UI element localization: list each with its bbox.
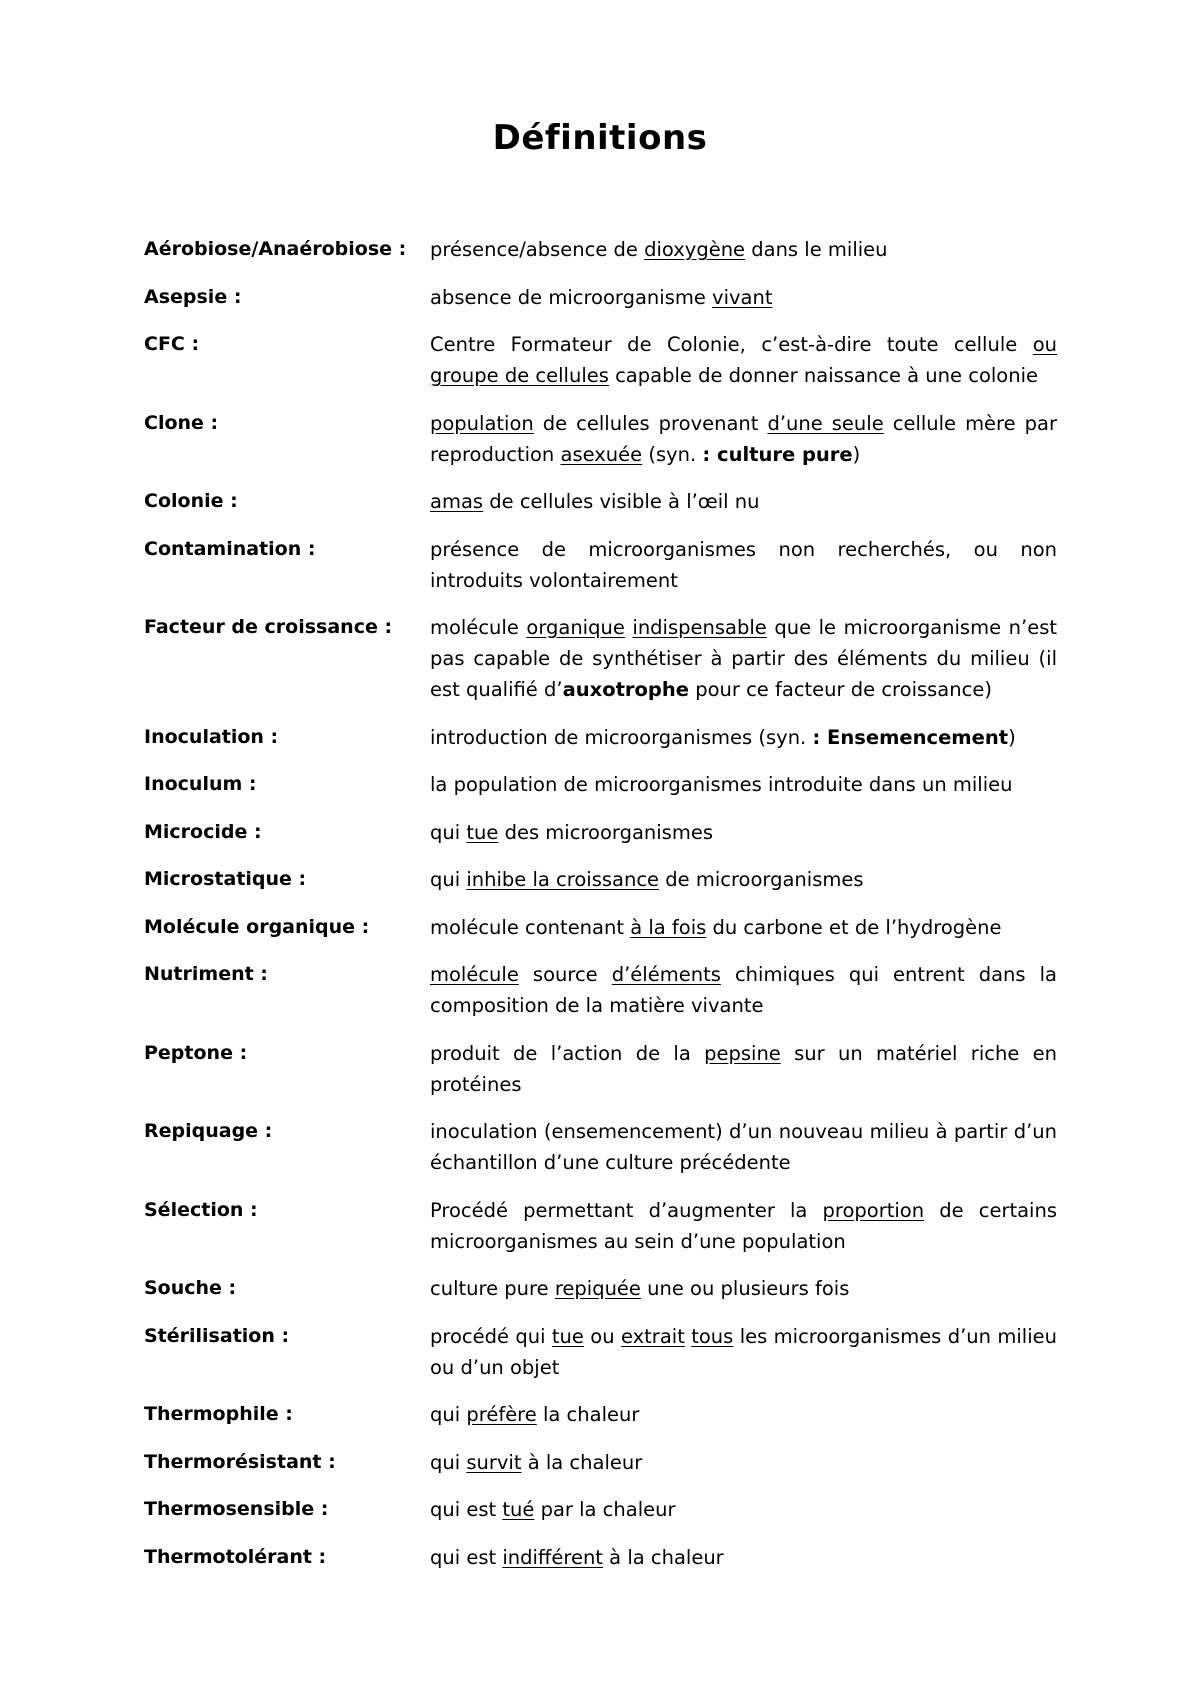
definition-term: Microcide : <box>144 820 262 843</box>
definition-fragment: de cellules provenant <box>533 411 768 435</box>
bold-synonym: : Ensemencement <box>812 725 1009 749</box>
underlined-keyword: dioxygène <box>644 238 746 261</box>
definition-text <box>430 234 1057 265</box>
page-title: Définitions <box>492 118 708 158</box>
definition-term: Clone : <box>144 411 219 434</box>
underlined-keyword: indispensable <box>632 616 767 639</box>
definition-text <box>430 817 1057 848</box>
underlined-keyword: préfère <box>466 1403 537 1426</box>
underlined-keyword: extrait <box>620 1324 685 1348</box>
definition-entry <box>144 486 1064 517</box>
definition-text <box>430 1321 1057 1383</box>
underlined-keyword: tue <box>466 820 499 844</box>
definition-entry <box>144 408 1064 470</box>
underlined-keyword: d’une seule <box>767 411 884 435</box>
underlined-keyword: organique <box>526 616 625 639</box>
definition-fragment: dans le milieu <box>745 238 888 261</box>
definition-text <box>430 769 1057 800</box>
definition-entry <box>144 534 1064 596</box>
definition-term: Thermophile : <box>144 1403 293 1425</box>
definition-entry <box>144 1321 1064 1383</box>
definition-text <box>430 722 1057 753</box>
definition-fragment: du carbone et de l’hydrogène <box>706 915 1002 939</box>
definition-text <box>430 282 1057 313</box>
definition-term: Microstatique : <box>144 868 307 890</box>
underlined-keyword: population <box>430 411 534 435</box>
definition-entry <box>144 234 1064 265</box>
definition-fragment: qui <box>430 1403 467 1426</box>
definition-entry <box>144 282 1064 313</box>
definition-term: Thermosensible : <box>144 1498 329 1520</box>
definition-text <box>430 1116 1057 1178</box>
definition-fragment: qui est <box>430 1498 503 1521</box>
definition-text <box>430 912 1057 943</box>
underlined-keyword: tous <box>691 1324 734 1348</box>
definition-fragment: pour ce facteur de croissance) <box>689 678 992 701</box>
definition-entry <box>144 1399 1064 1430</box>
definition-text <box>430 1273 1057 1304</box>
definition-fragment: ) <box>852 442 861 466</box>
definition-term: Stérilisation : <box>144 1324 290 1347</box>
definition-term: Souche : <box>144 1277 237 1299</box>
definition-text <box>430 864 1057 895</box>
definition-term: Repiquage : <box>144 1120 273 1142</box>
underlined-keyword: pepsine <box>704 1041 781 1065</box>
definition-fragment: une ou plusieurs fois <box>640 1277 850 1300</box>
definition-text <box>430 1542 1057 1573</box>
definition-entry <box>144 612 1064 705</box>
definition-text <box>430 534 1057 596</box>
definition-fragment: sur un matériel riche en protéines <box>430 1041 1057 1096</box>
definition-entry <box>144 1542 1064 1573</box>
definition-fragment: les microorganismes d’un milieu ou d’un objet <box>430 1324 1057 1379</box>
underlined-keyword: ou <box>1032 333 1057 356</box>
definition-fragment: Centre Formateur de Colonie, c’est-à-dire toute cellule <box>430 333 1033 356</box>
definition-fragment: de cellules visible à l’œil nu <box>483 490 760 513</box>
definition-text <box>430 1195 1057 1257</box>
definition-text <box>430 1447 1057 1478</box>
definition-term: Nutriment : <box>144 963 268 985</box>
definition-entry <box>144 769 1064 800</box>
underlined-keyword: tué <box>502 1498 535 1521</box>
definition-entry <box>144 1116 1064 1178</box>
definition-fragment: par la chaleur <box>534 1498 676 1521</box>
underlined-keyword: asexuée <box>560 442 643 466</box>
underlined-keyword: amas <box>430 490 484 513</box>
definition-entry <box>144 1447 1064 1478</box>
underlined-keyword: survit <box>466 1450 522 1474</box>
definition-fragment: absence de microorganisme <box>430 285 713 309</box>
definition-fragment: introduction de microorganismes (syn. <box>430 725 813 749</box>
bold-synonym: auxotrophe <box>562 678 689 701</box>
definition-fragment: produit de l’action de la <box>430 1041 705 1065</box>
definition-entry <box>144 817 1064 848</box>
definition-text <box>430 612 1057 705</box>
definition-term: Molécule organique : <box>144 915 370 938</box>
definition-fragment: ) <box>1008 725 1016 749</box>
underlined-keyword: groupe de cellules <box>430 364 609 387</box>
definition-entry <box>144 1195 1064 1257</box>
underlined-keyword: repiquée <box>554 1277 641 1300</box>
definition-fragment: inoculation (ensemencement) d’un nouveau milieu à partir d’un échantillon d’une culture précédente <box>430 1120 1057 1174</box>
definition-fragment: de microorganismes <box>659 868 864 891</box>
definition-text <box>430 486 1057 517</box>
definition-fragment: présence/absence de <box>430 238 645 261</box>
definition-entry <box>144 329 1064 391</box>
definition-fragment: culture pure <box>430 1277 555 1300</box>
definition-fragment: molécule contenant <box>430 915 631 939</box>
bold-synonym: : culture pure <box>702 442 853 466</box>
definition-fragment: des microorganismes <box>498 820 713 844</box>
underlined-keyword: proportion <box>822 1198 925 1222</box>
definition-fragment: ou <box>583 1324 621 1348</box>
definition-fragment: la population de microorganismes introduite dans un milieu <box>430 773 1013 796</box>
definition-fragment: à la chaleur <box>602 1545 724 1569</box>
definition-term: Inoculation : <box>144 725 279 748</box>
definition-fragment: capable de donner naissance à une colonie <box>608 364 1038 387</box>
definition-term: CFC : <box>144 333 200 355</box>
definition-text <box>430 959 1057 1021</box>
underlined-keyword: tue <box>551 1324 584 1348</box>
definition-fragment: la chaleur <box>536 1403 640 1426</box>
definition-fragment: qui <box>430 868 467 891</box>
underlined-keyword: molécule <box>430 963 519 986</box>
definition-term: Asepsie : <box>144 285 242 308</box>
definition-entry <box>144 1494 1064 1525</box>
definition-fragment: de certains microorganismes au sein d’une population <box>430 1198 1057 1253</box>
definition-term: Thermorésistant : <box>144 1450 336 1473</box>
definition-text <box>430 1399 1057 1430</box>
definition-fragment: molécule <box>430 616 527 639</box>
definition-fragment: que le microorganisme n’est pas capable de synthétiser à partir des éléments du milieu (il est qualifié d’ <box>430 616 1057 701</box>
underlined-keyword: à la fois <box>630 915 707 939</box>
definition-term: Peptone : <box>144 1041 248 1064</box>
definition-entry <box>144 1038 1064 1100</box>
definition-term: Inoculum : <box>144 773 257 795</box>
definition-term: Facteur de croissance : <box>144 616 393 638</box>
definition-fragment: source <box>518 963 612 986</box>
underlined-keyword: inhibe la croissance <box>466 868 660 891</box>
definition-term: Aérobiose/Anaérobiose : <box>144 238 407 260</box>
definition-fragment: présence de microorganismes non recherchés, ou non introduits volontairement <box>430 537 1057 592</box>
definition-term: Contamination : <box>144 537 316 560</box>
definition-text <box>430 1494 1057 1525</box>
definition-entry <box>144 864 1064 895</box>
definition-entry <box>144 722 1064 753</box>
definition-fragment: qui est <box>430 1545 503 1569</box>
underlined-keyword: vivant <box>712 285 773 309</box>
definition-text <box>430 329 1057 391</box>
definition-fragment: qui <box>430 1450 467 1474</box>
definition-term: Sélection : <box>144 1198 258 1221</box>
definition-fragment: procédé qui <box>430 1324 552 1348</box>
definition-term: Thermotolérant : <box>144 1545 327 1568</box>
definition-term: Colonie : <box>144 490 238 512</box>
underlined-keyword: indifférent <box>502 1545 603 1569</box>
definition-fragment: (syn. <box>642 442 703 466</box>
definition-entry <box>144 1273 1064 1304</box>
definition-entry <box>144 959 1064 1021</box>
definition-text <box>430 408 1057 470</box>
definition-fragment: cellule mère par reproduction <box>430 411 1058 466</box>
definitions-list <box>144 234 1064 1589</box>
underlined-keyword: d’éléments <box>611 963 721 986</box>
definition-fragment: chimiques qui entrent dans la composition de la matière vivante <box>430 963 1057 1017</box>
definition-fragment: à la chaleur <box>521 1450 643 1474</box>
definition-entry <box>144 912 1064 943</box>
definition-fragment: Procédé permettant d’augmenter la <box>430 1198 823 1222</box>
definition-text <box>430 1038 1057 1100</box>
definition-fragment: qui <box>430 820 467 844</box>
